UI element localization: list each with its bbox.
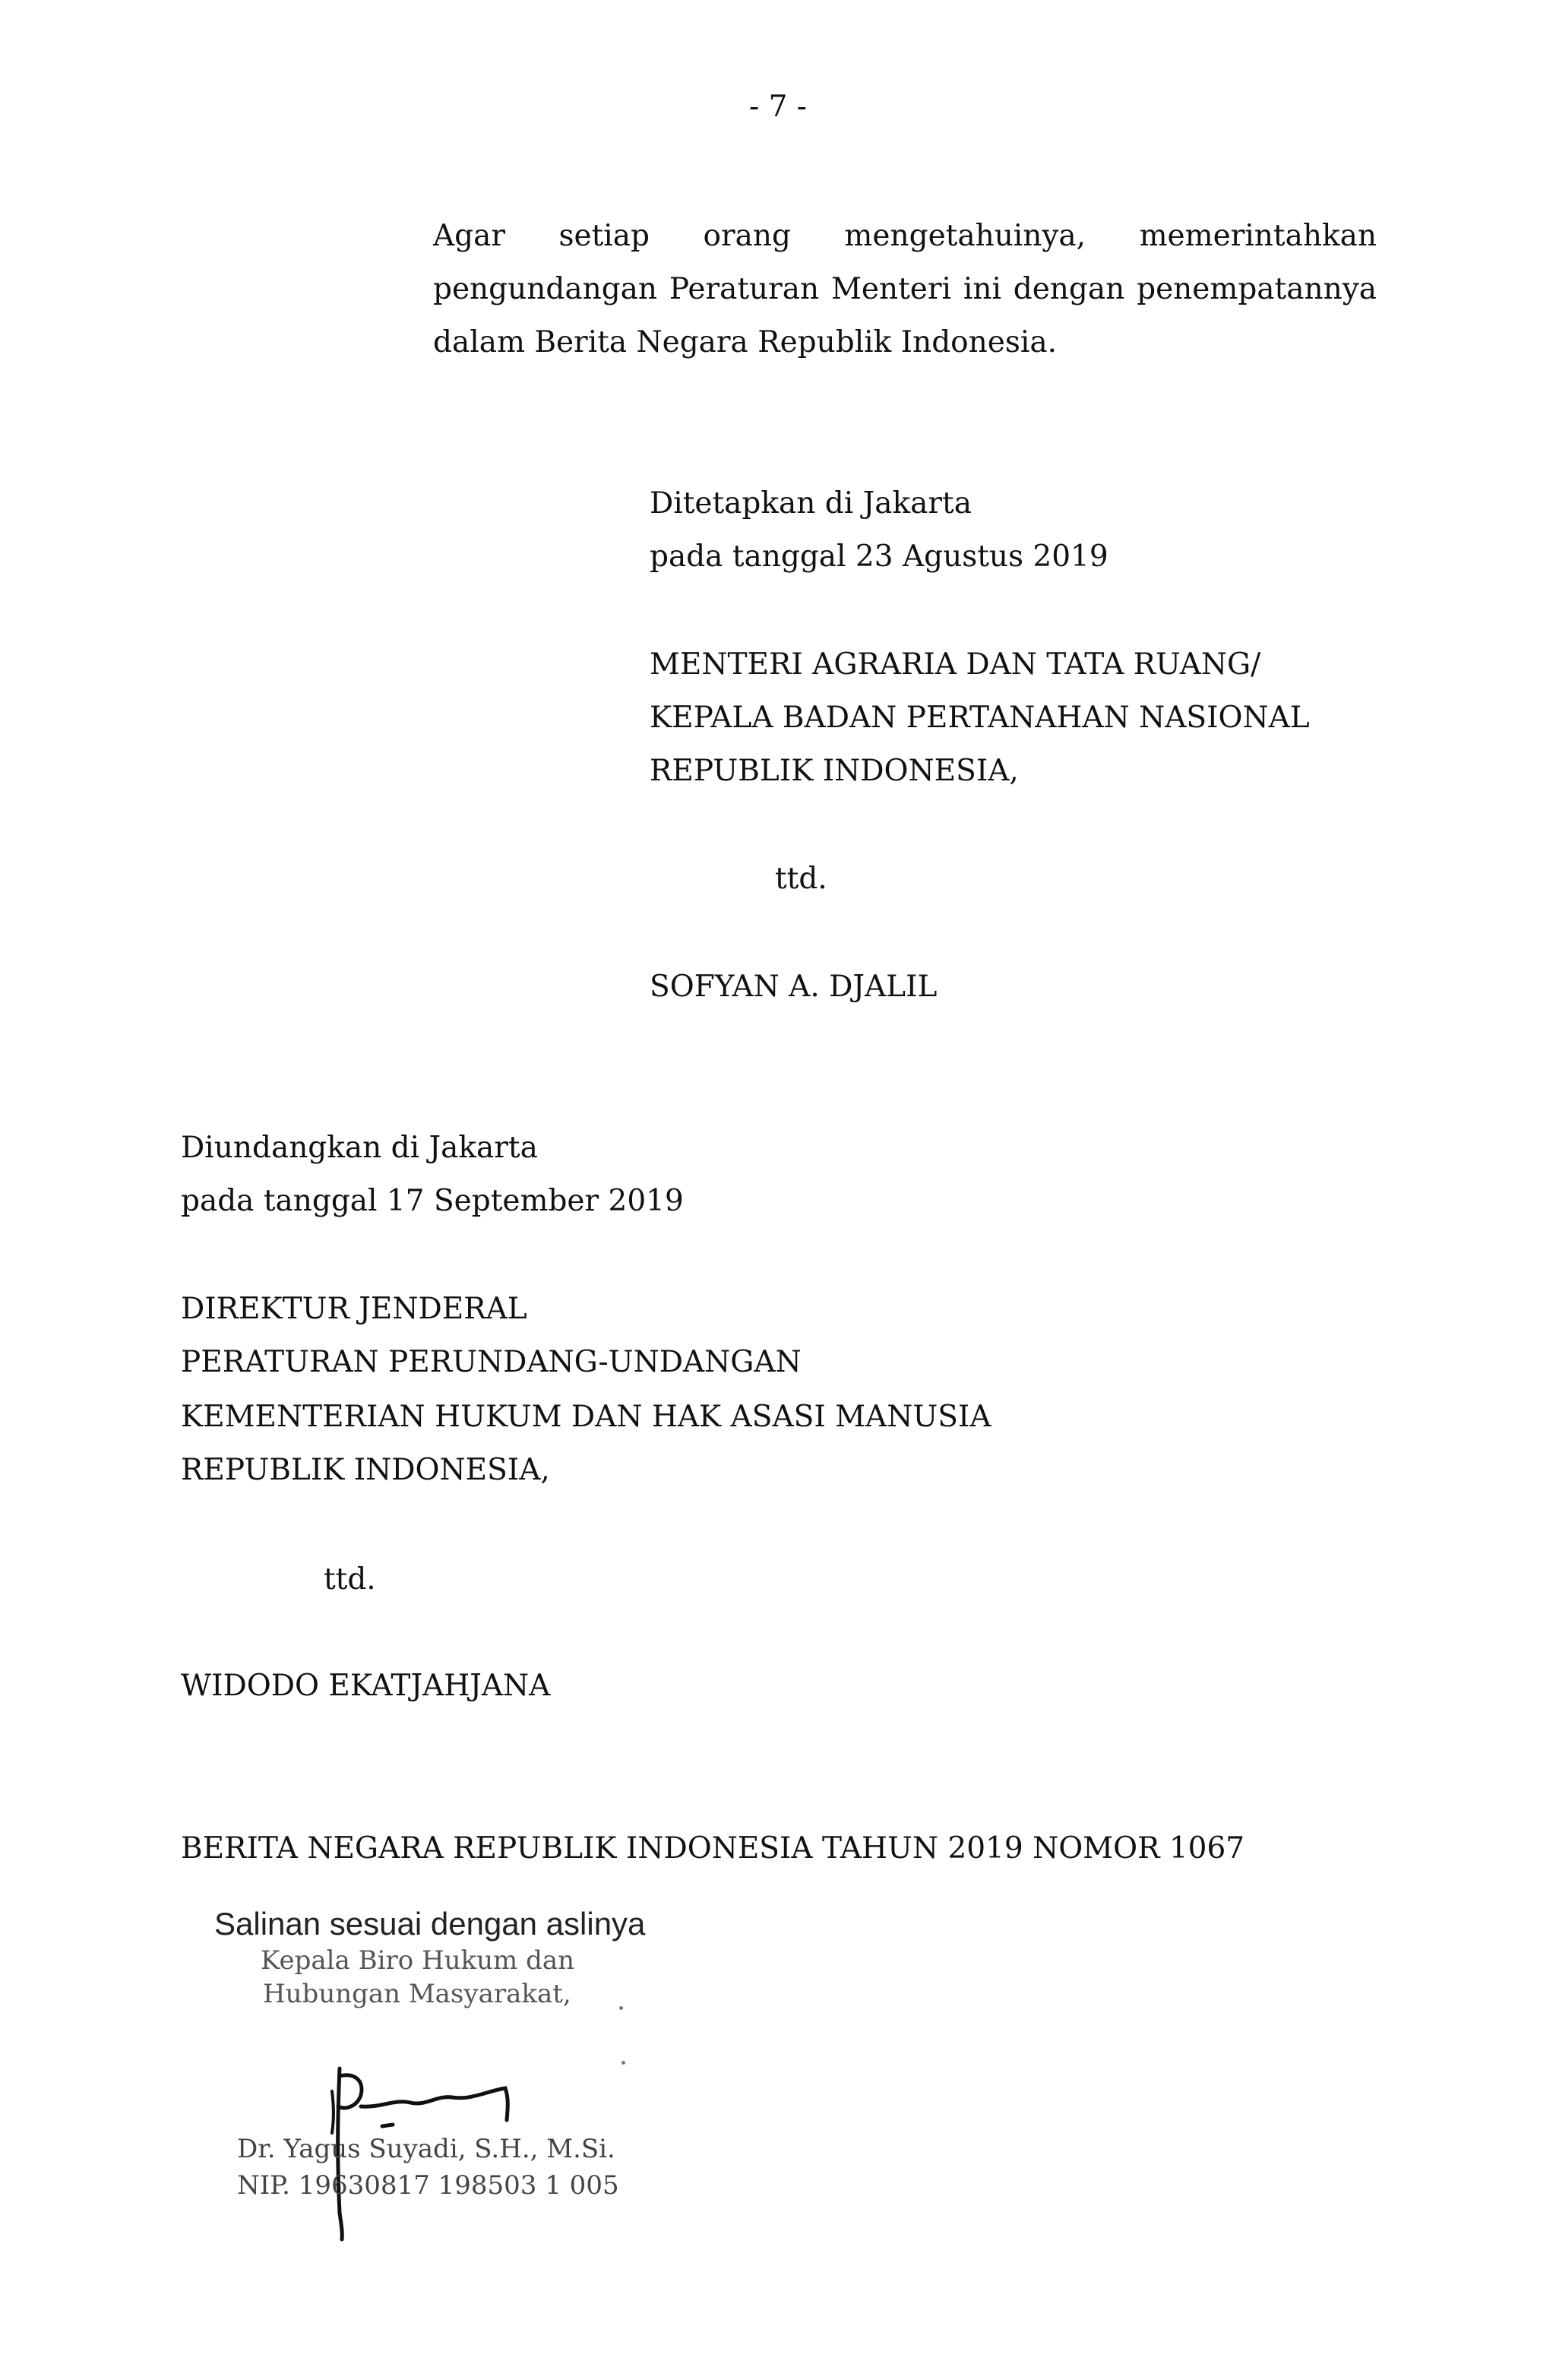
- gazette-reference: BERITA NEGARA REPUBLIK INDONESIA TAHUN 2019 NOMOR 1067: [181, 1831, 1245, 1866]
- certification-nip: NIP. 19630817 198503 1 005: [237, 2170, 619, 2201]
- enactment-place: Ditetapkan di Jakarta: [650, 486, 972, 521]
- paragraph-word: memerintahkan: [1139, 219, 1377, 253]
- promulgation-place: Diundangkan di Jakarta: [181, 1131, 538, 1165]
- certification-heading: Salinan sesuai dengan aslinya: [214, 1906, 646, 1942]
- paragraph-line-3: dalam Berita Negara Republik Indonesia.: [433, 325, 1057, 359]
- enactment-signed-mark: ttd.: [775, 862, 827, 896]
- enactment-signatory-name: SOFYAN A. DJALIL: [650, 970, 938, 1004]
- enactment-title-line: MENTERI AGRARIA DAN TATA RUANG/: [650, 647, 1261, 682]
- certification-office-line: Hubungan Masyarakat,: [263, 1979, 571, 2009]
- paragraph-line-2: pengundangan Peraturan Menteri ini dengan penempatannya: [433, 272, 1377, 306]
- enactment-date: pada tanggal 23 Agustus 2019: [650, 540, 1108, 574]
- promulgation-title-line: DIREKTUR JENDERAL: [181, 1292, 527, 1326]
- stamp-dot: [621, 2061, 625, 2065]
- promulgation-signatory-name: WIDODO EKATJAHJANA: [181, 1669, 551, 1703]
- certification-official-name: Dr. Yagus Suyadi, S.H., M.Si.: [237, 2134, 615, 2164]
- paragraph-word: orang: [703, 219, 791, 253]
- promulgation-date: pada tanggal 17 September 2019: [181, 1184, 684, 1218]
- promulgation-signed-mark: ttd.: [324, 1562, 376, 1597]
- stamp-dot: [619, 2006, 623, 2010]
- paragraph-line-1: [433, 210, 1377, 263]
- promulgation-title-line: PERATURAN PERUNDANG-UNDANGAN: [181, 1345, 802, 1379]
- enactment-title-line: REPUBLIK INDONESIA,: [650, 754, 1019, 788]
- certification-office-line: Kepala Biro Hukum dan: [261, 1945, 575, 1976]
- promulgation-title-line: KEMENTERIAN HUKUM DAN HAK ASASI MANUSIA: [181, 1400, 991, 1434]
- paragraph-word: mengetahuinya,: [844, 219, 1086, 253]
- enactment-title-line: KEPALA BADAN PERTANAHAN NASIONAL: [650, 701, 1310, 735]
- page-number: - 7 -: [749, 90, 807, 124]
- paragraph-word: Agar: [433, 219, 506, 253]
- promulgation-title-line: REPUBLIK INDONESIA,: [181, 1453, 550, 1487]
- paragraph-word: setiap: [558, 219, 650, 253]
